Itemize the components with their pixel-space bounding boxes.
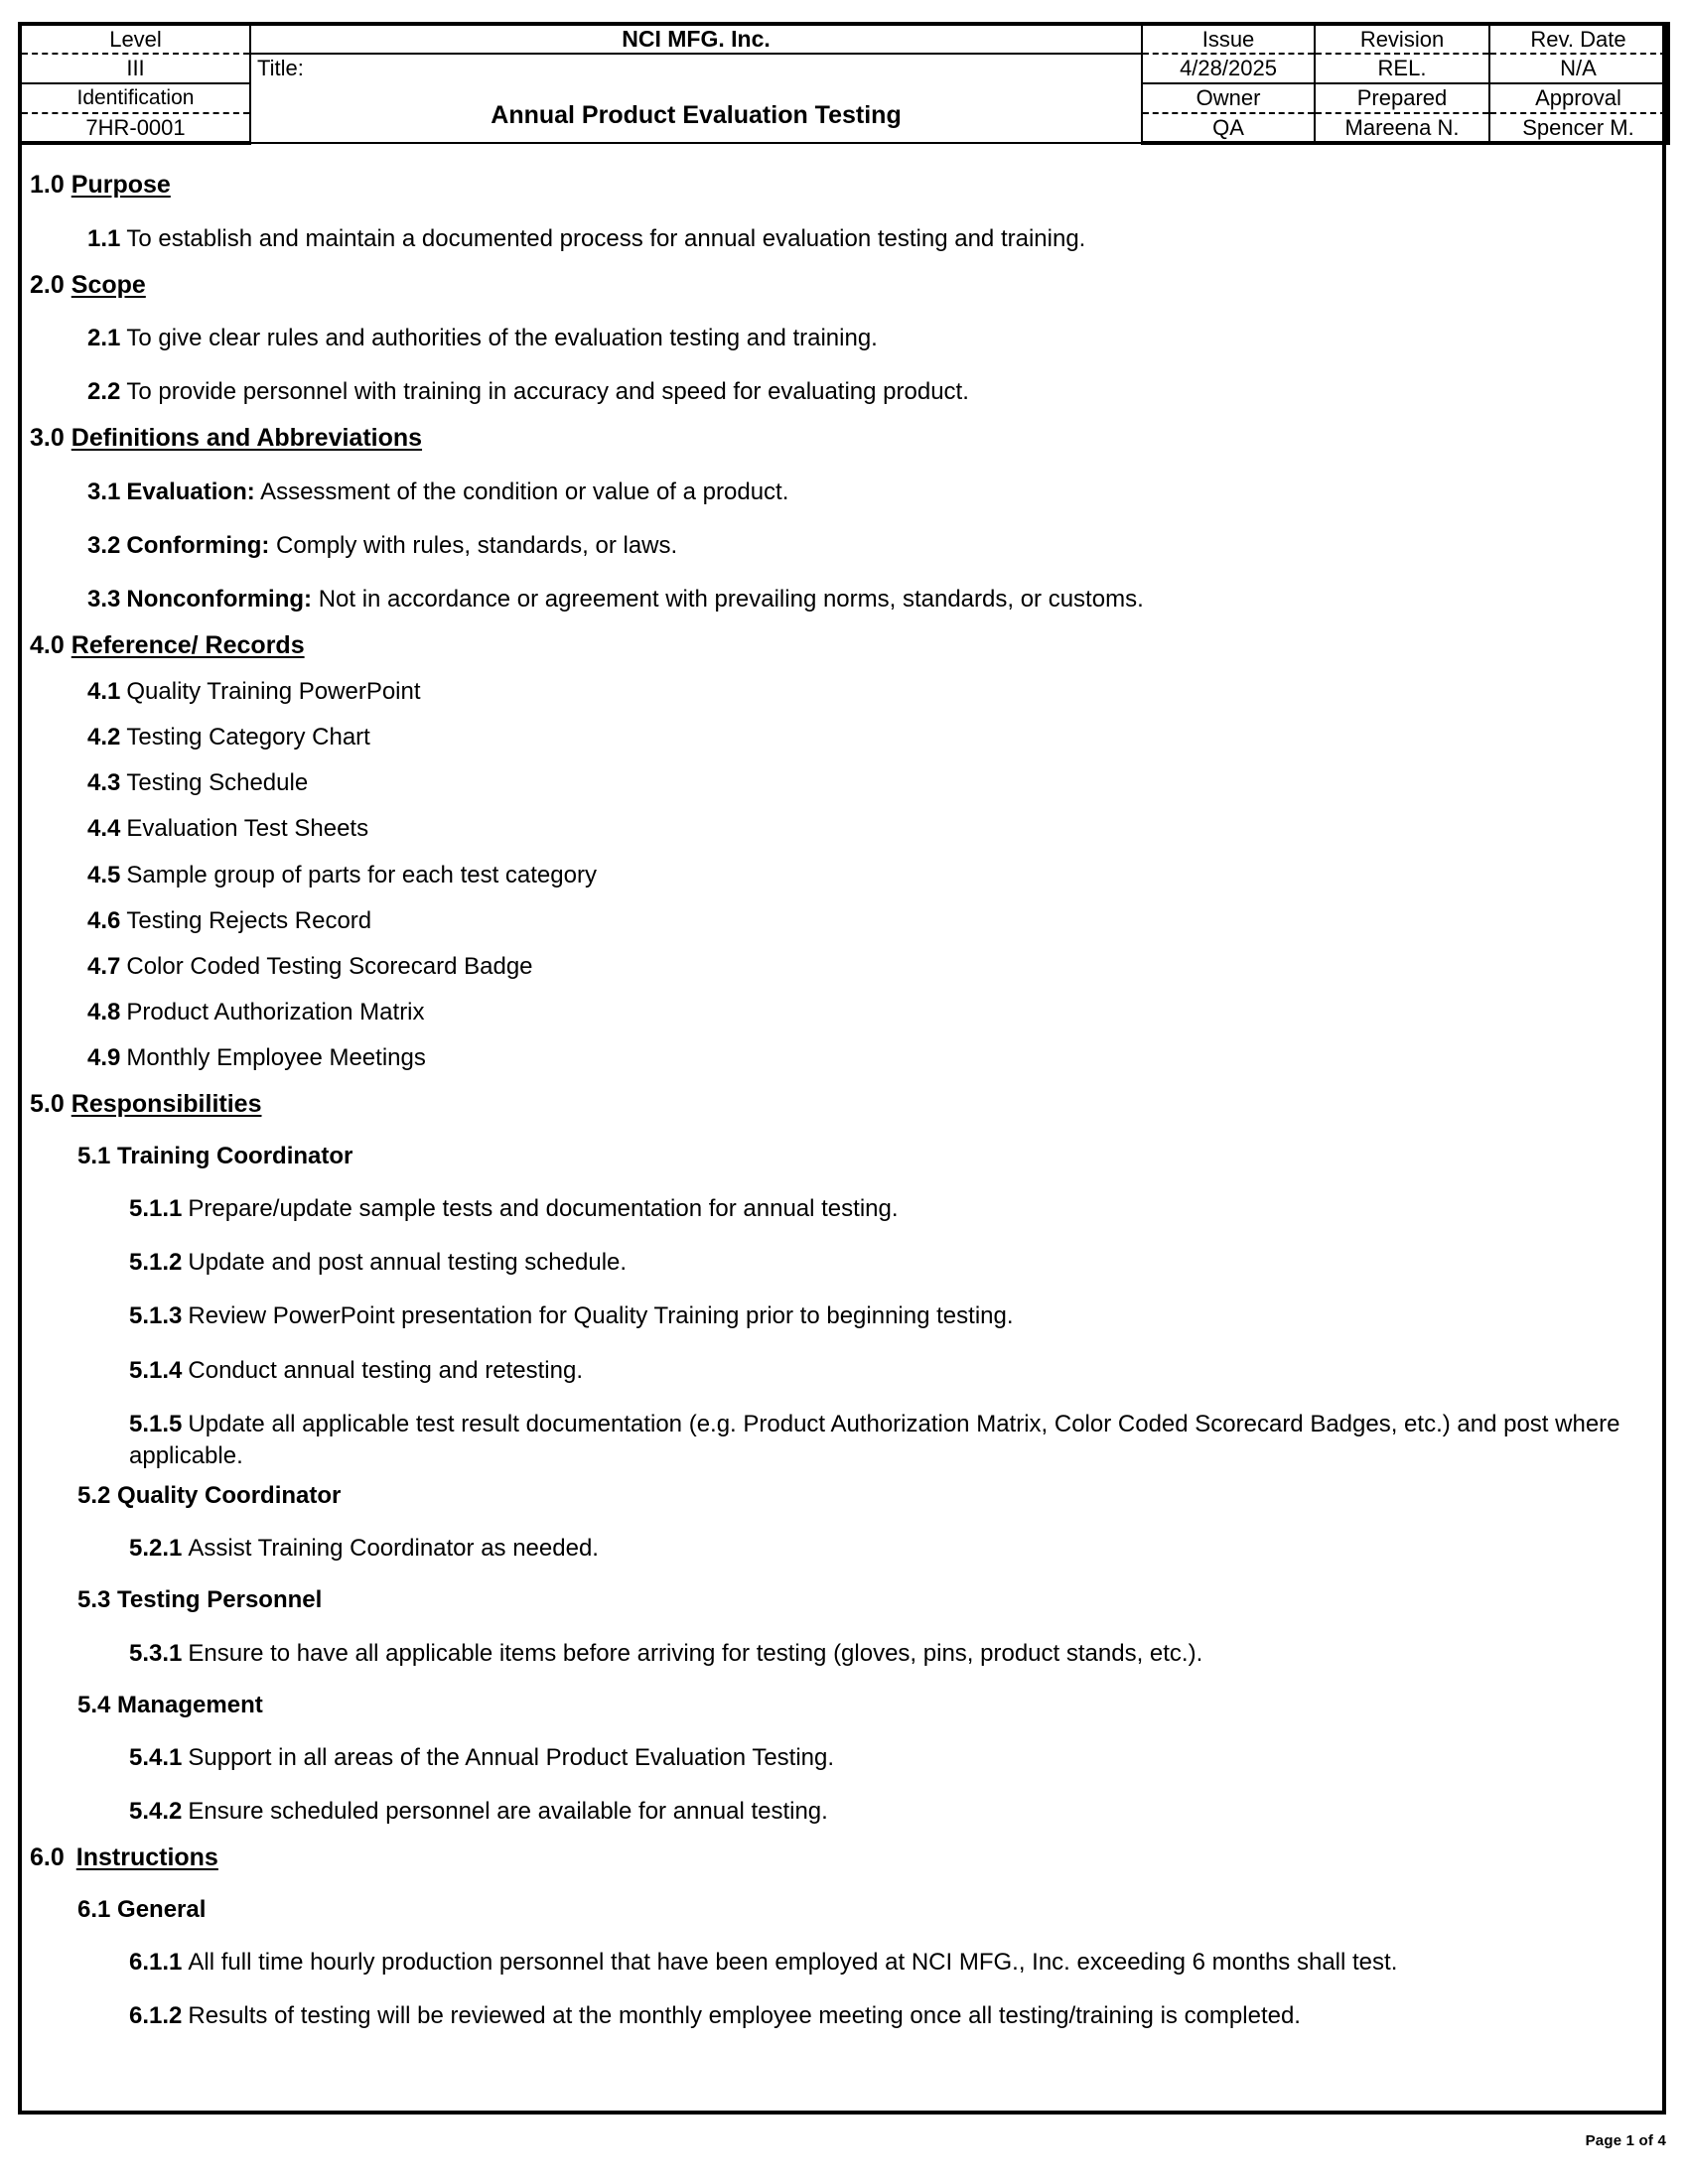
clause-number: 4.3: [87, 769, 121, 797]
clause-number: 6.1.2: [129, 2002, 183, 2029]
clause-text: Prepare/update sample tests and documentation for annual testing.: [188, 1195, 899, 1223]
clause-number: 5.1.3: [129, 1302, 183, 1330]
section-title: Responsibilities: [70, 1090, 262, 1119]
issue-label: Issue: [1142, 24, 1315, 54]
clause-number: 4.1: [87, 677, 121, 705]
subsection-heading-5-2: 5.2 Quality Coordinator: [77, 1481, 342, 1509]
clause-4-7: [87, 951, 1646, 983]
clause-1-1: [87, 223, 1646, 255]
clause-5-4-1: [129, 1742, 1646, 1774]
section-instructions: [30, 1842, 1646, 2032]
clause-4-9: [87, 1042, 1646, 1074]
clause-number: 4.2: [87, 724, 121, 751]
section-heading-3: [30, 422, 1646, 455]
clause-5-1-1: [129, 1193, 1646, 1225]
subsection-heading-5-4: 5.4 Management: [77, 1691, 263, 1718]
clause-text: Update and post annual testing schedule.: [188, 1249, 628, 1277]
clause-text: Color Coded Testing Scorecard Badge: [126, 952, 533, 980]
rev-date-value: N/A: [1489, 54, 1668, 83]
clause-number: 5.1.5: [129, 1410, 183, 1437]
clause-text: Support in all areas of the Annual Product Evaluation Testing.: [188, 1743, 835, 1771]
clause-number: 4.6: [87, 906, 121, 934]
section-number: 6.0: [30, 1843, 65, 1872]
section-purpose: [30, 169, 1646, 255]
section-scope: [30, 269, 1646, 409]
clause-text: Testing Schedule: [126, 769, 309, 797]
clause-number: 5.3.1: [129, 1639, 183, 1667]
approval-value: Spencer M.: [1489, 113, 1668, 143]
clause-5-3-1: [129, 1638, 1646, 1670]
clause-number: 4.5: [87, 861, 121, 888]
prepared-value: Mareena N.: [1315, 113, 1489, 143]
issue-value: 4/28/2025: [1142, 54, 1315, 83]
clause-number: 5.4.2: [129, 1798, 183, 1825]
clause-text: Testing Category Chart: [126, 724, 370, 751]
clause-number: 3.3: [87, 586, 121, 614]
identification-value: 7HR-0001: [20, 113, 250, 143]
title-label: Title:: [257, 56, 304, 80]
clause-5-1-2: [129, 1247, 1646, 1279]
clause-text: Evaluation Test Sheets: [126, 815, 369, 843]
section-number: 2.0: [30, 270, 65, 299]
document-title: Annual Product Evaluation Testing: [491, 100, 902, 129]
section-number: 3.0: [30, 424, 65, 453]
section-heading-5: [30, 1088, 1646, 1121]
clause-text: Review PowerPoint presentation for Quality Training prior to beginning testing.: [188, 1302, 1014, 1330]
clause-text: Sample group of parts for each test category: [126, 861, 597, 888]
clause-text: Ensure scheduled personnel are available for annual testing.: [188, 1798, 828, 1825]
section-number: 1.0: [30, 171, 65, 199]
clause-4-5: [87, 860, 1646, 891]
clause-number: 5.4.1: [129, 1743, 183, 1771]
revision-label: Revision: [1315, 24, 1489, 54]
section-title: Reference/ Records: [70, 631, 305, 660]
clause-3-3: [87, 584, 1646, 615]
clause-4-8: [87, 997, 1646, 1028]
company-name: NCI MFG. Inc.: [250, 24, 1142, 54]
section-definitions: [30, 422, 1646, 615]
subsection-heading-5-3: 5.3 Testing Personnel: [77, 1586, 323, 1614]
clause-text: Product Authorization Matrix: [126, 999, 425, 1026]
section-responsibilities: [30, 1088, 1646, 1828]
clause-6-1-2: [129, 2000, 1646, 2032]
clause-4-1: [87, 676, 1646, 708]
identification-label: Identification: [20, 83, 250, 113]
header-row-2: [20, 54, 1668, 83]
level-value: III: [20, 54, 250, 83]
definition-term: Nonconforming:: [126, 586, 313, 614]
level-label: Level: [20, 24, 250, 54]
approval-label: Approval: [1489, 83, 1668, 113]
clause-5-4-2: [129, 1796, 1646, 1828]
clause-number: 3.2: [87, 532, 121, 560]
section-reference-records: [30, 629, 1646, 1074]
owner-label: Owner: [1142, 83, 1315, 113]
clause-text: Comply with rules, standards, or laws.: [276, 532, 678, 560]
clause-text: Update all applicable test result documentation (e.g. Product Authorization Matrix, Color Coded Scorecard Badges, etc.) and post where applicable.: [129, 1410, 1620, 1469]
section-title: Instructions: [75, 1843, 218, 1872]
clause-number: 4.9: [87, 1044, 121, 1072]
clause-3-1: [87, 477, 1646, 508]
clause-4-4: [87, 813, 1646, 845]
clause-text: Conduct annual testing and retesting.: [188, 1356, 583, 1384]
clause-2-1: [87, 323, 1646, 354]
clause-5-1-3: [129, 1300, 1646, 1332]
header-row-1: [20, 24, 1668, 54]
clause-number: 4.8: [87, 999, 121, 1026]
clause-text: Assist Training Coordinator as needed.: [188, 1535, 599, 1563]
section-title: Purpose: [70, 171, 171, 199]
clause-text: Testing Rejects Record: [126, 906, 372, 934]
clause-number: 2.2: [87, 378, 121, 406]
clause-6-1-1: [129, 1947, 1646, 1979]
definition-term: Conforming:: [126, 532, 270, 560]
clause-number: 1.1: [87, 224, 121, 252]
owner-value: QA: [1142, 113, 1315, 143]
clause-text: Assessment of the condition or value of a product.: [260, 478, 789, 505]
clause-number: 2.1: [87, 325, 121, 352]
section-number: 5.0: [30, 1090, 65, 1119]
clause-5-1-5: [129, 1409, 1646, 1472]
clause-4-2: [87, 722, 1646, 753]
clause-text: Ensure to have all applicable items before arriving for testing (gloves, pins, product stands, etc.).: [188, 1639, 1203, 1667]
clause-text: Monthly Employee Meetings: [126, 1044, 426, 1072]
clause-4-6: [87, 905, 1646, 937]
clause-5-2-1: [129, 1533, 1646, 1565]
clause-3-2: [87, 530, 1646, 562]
clause-text: Results of testing will be reviewed at the monthly employee meeting once all testing/training is completed.: [188, 2002, 1301, 2029]
clause-number: 5.1.1: [129, 1195, 183, 1223]
page-number-footer: Page 1 of 4: [1585, 2132, 1666, 2149]
document-header-table: [18, 22, 1670, 145]
prepared-label: Prepared: [1315, 83, 1489, 113]
clause-number: 5.2.1: [129, 1535, 183, 1563]
clause-5-1-4: [129, 1355, 1646, 1387]
clause-text: To provide personnel with training in accuracy and speed for evaluating product.: [126, 378, 969, 406]
section-heading-6: [30, 1842, 1646, 1874]
title-cell: [250, 54, 1142, 143]
clause-number: 6.1.1: [129, 1948, 183, 1976]
subsection-heading-6-1: 6.1 General: [77, 1895, 207, 1923]
clause-text: To give clear rules and authorities of the evaluation testing and training.: [126, 325, 878, 352]
clause-2-2: [87, 376, 1646, 408]
clause-number: 5.1.4: [129, 1356, 183, 1384]
clause-number: 4.4: [87, 815, 121, 843]
clause-number: 4.7: [87, 952, 121, 980]
section-number: 4.0: [30, 631, 65, 660]
subsection-heading-5-1: 5.1 Training Coordinator: [77, 1142, 353, 1169]
clause-text: All full time hourly production personnel that have been employed at NCI MFG., Inc. exceeding 6 months shall test.: [188, 1948, 1398, 1976]
clause-4-3: [87, 767, 1646, 799]
section-title: Definitions and Abbreviations: [70, 424, 423, 453]
clause-text: Quality Training PowerPoint: [126, 677, 421, 705]
revision-value: REL.: [1315, 54, 1489, 83]
clause-number: 5.1.2: [129, 1249, 183, 1277]
section-heading-1: [30, 169, 1646, 202]
clause-number: 3.1: [87, 478, 121, 505]
clause-text: To establish and maintain a documented process for annual evaluation testing and training.: [126, 224, 1086, 252]
rev-date-label: Rev. Date: [1489, 24, 1668, 54]
document-body: [22, 155, 1660, 2032]
definition-term: Evaluation:: [126, 478, 255, 505]
section-heading-2: [30, 269, 1646, 302]
section-heading-4: [30, 629, 1646, 662]
section-title: Scope: [70, 270, 146, 299]
clause-text: Not in accordance or agreement with prevailing norms, standards, or customs.: [318, 586, 1144, 614]
